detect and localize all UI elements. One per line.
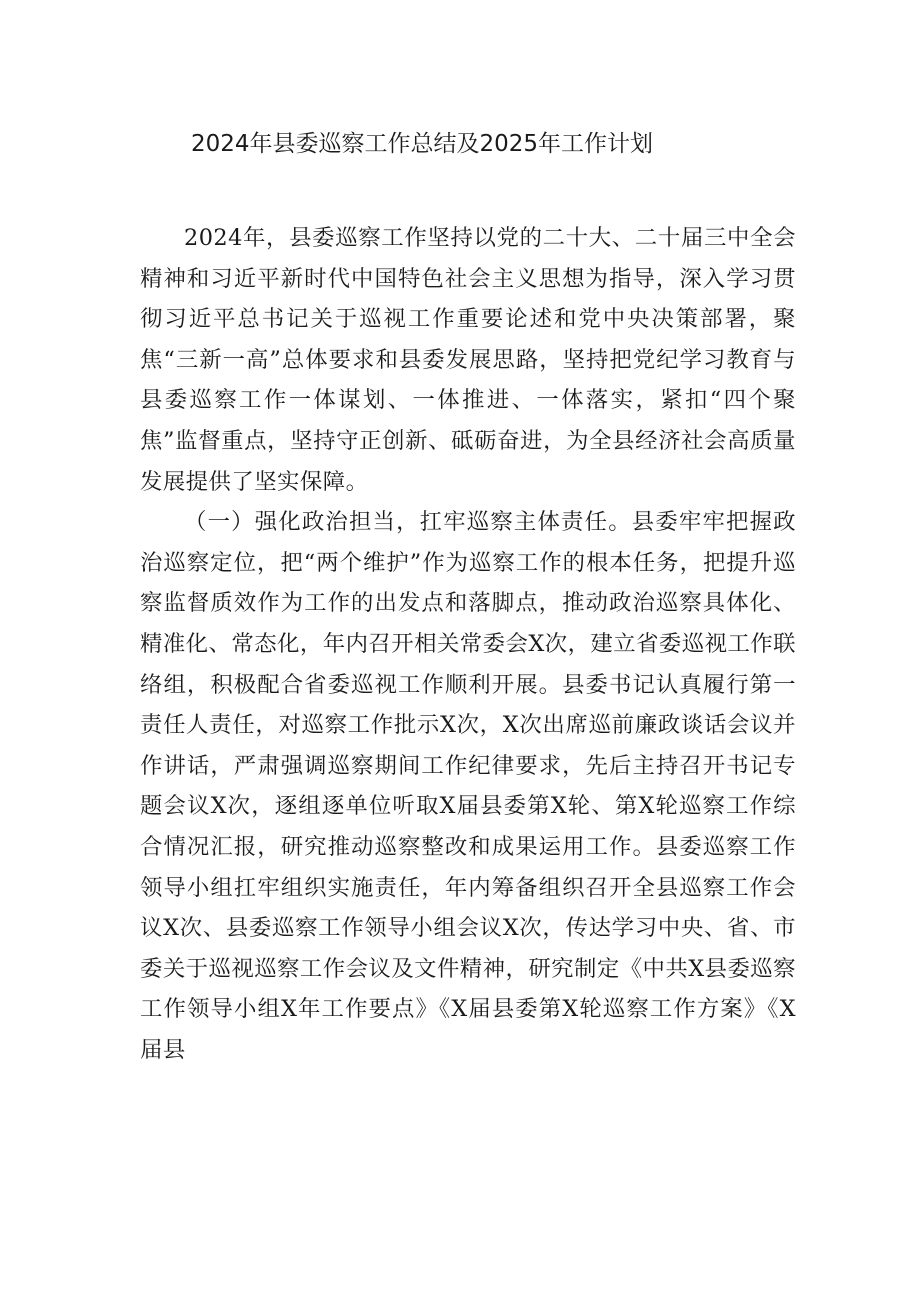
paragraph-intro: 2024年，县委巡察工作坚持以党的二十大、二十届三中全会精神和习近平新时代中国特色社会主义思想为指导，深入学习贯彻习近平总书记关于巡视工作重要论述和党中央决策部署，聚焦“三新一高”总体要求和县委发展思路，坚持把党纪学习教育与县委巡察工作一体谋划、一体推进、一体落实，紧扣“四个聚焦”监督重点，坚持守正创新、砥砺奋进，为全县经济社会高质量发展提供了坚实保障。 bbox=[140, 225, 796, 495]
document-title: 2024年县委巡察工作总结及2025年工作计划 bbox=[190, 131, 654, 157]
paragraph-section-1: （一）强化政治担当，扛牢巡察主体责任。县委牢牢把握政治巡察定位，把“两个维护”作为巡察工作的根本任务，把提升巡察监督质效作为工作的出发点和落脚点，推动政治巡察具体化、精准化、常态化，年内召开相关常委会X次，建立省委巡视工作联络组，积极配合省委巡视工作顺利开展。县委书记认真履行第一责任人责任，对巡察工作批示X次，X次出席巡前廉政谈话会议并作讲话，严肃强调巡察期间工作纪律要求，先后主持召开书记专题会议X次，逐组逐单位听取X届县委第X轮、第X轮巡察工作综合情况汇报，研究推动巡察整改和成果运用工作。县委巡察工作领导小组扛牢组织实施责任，年内筹备组织召开全县巡察工作会议X次、县委巡察工作领导小组会议X次，传达学习中央、省、市委关于巡视巡察工作会议及文件精神，研究制定《中共X县委巡察工作领导小组X年工作要点》《X届县委第X轮巡察工作方案》《X届县 bbox=[140, 509, 796, 1063]
document-body bbox=[140, 218, 796, 1070]
